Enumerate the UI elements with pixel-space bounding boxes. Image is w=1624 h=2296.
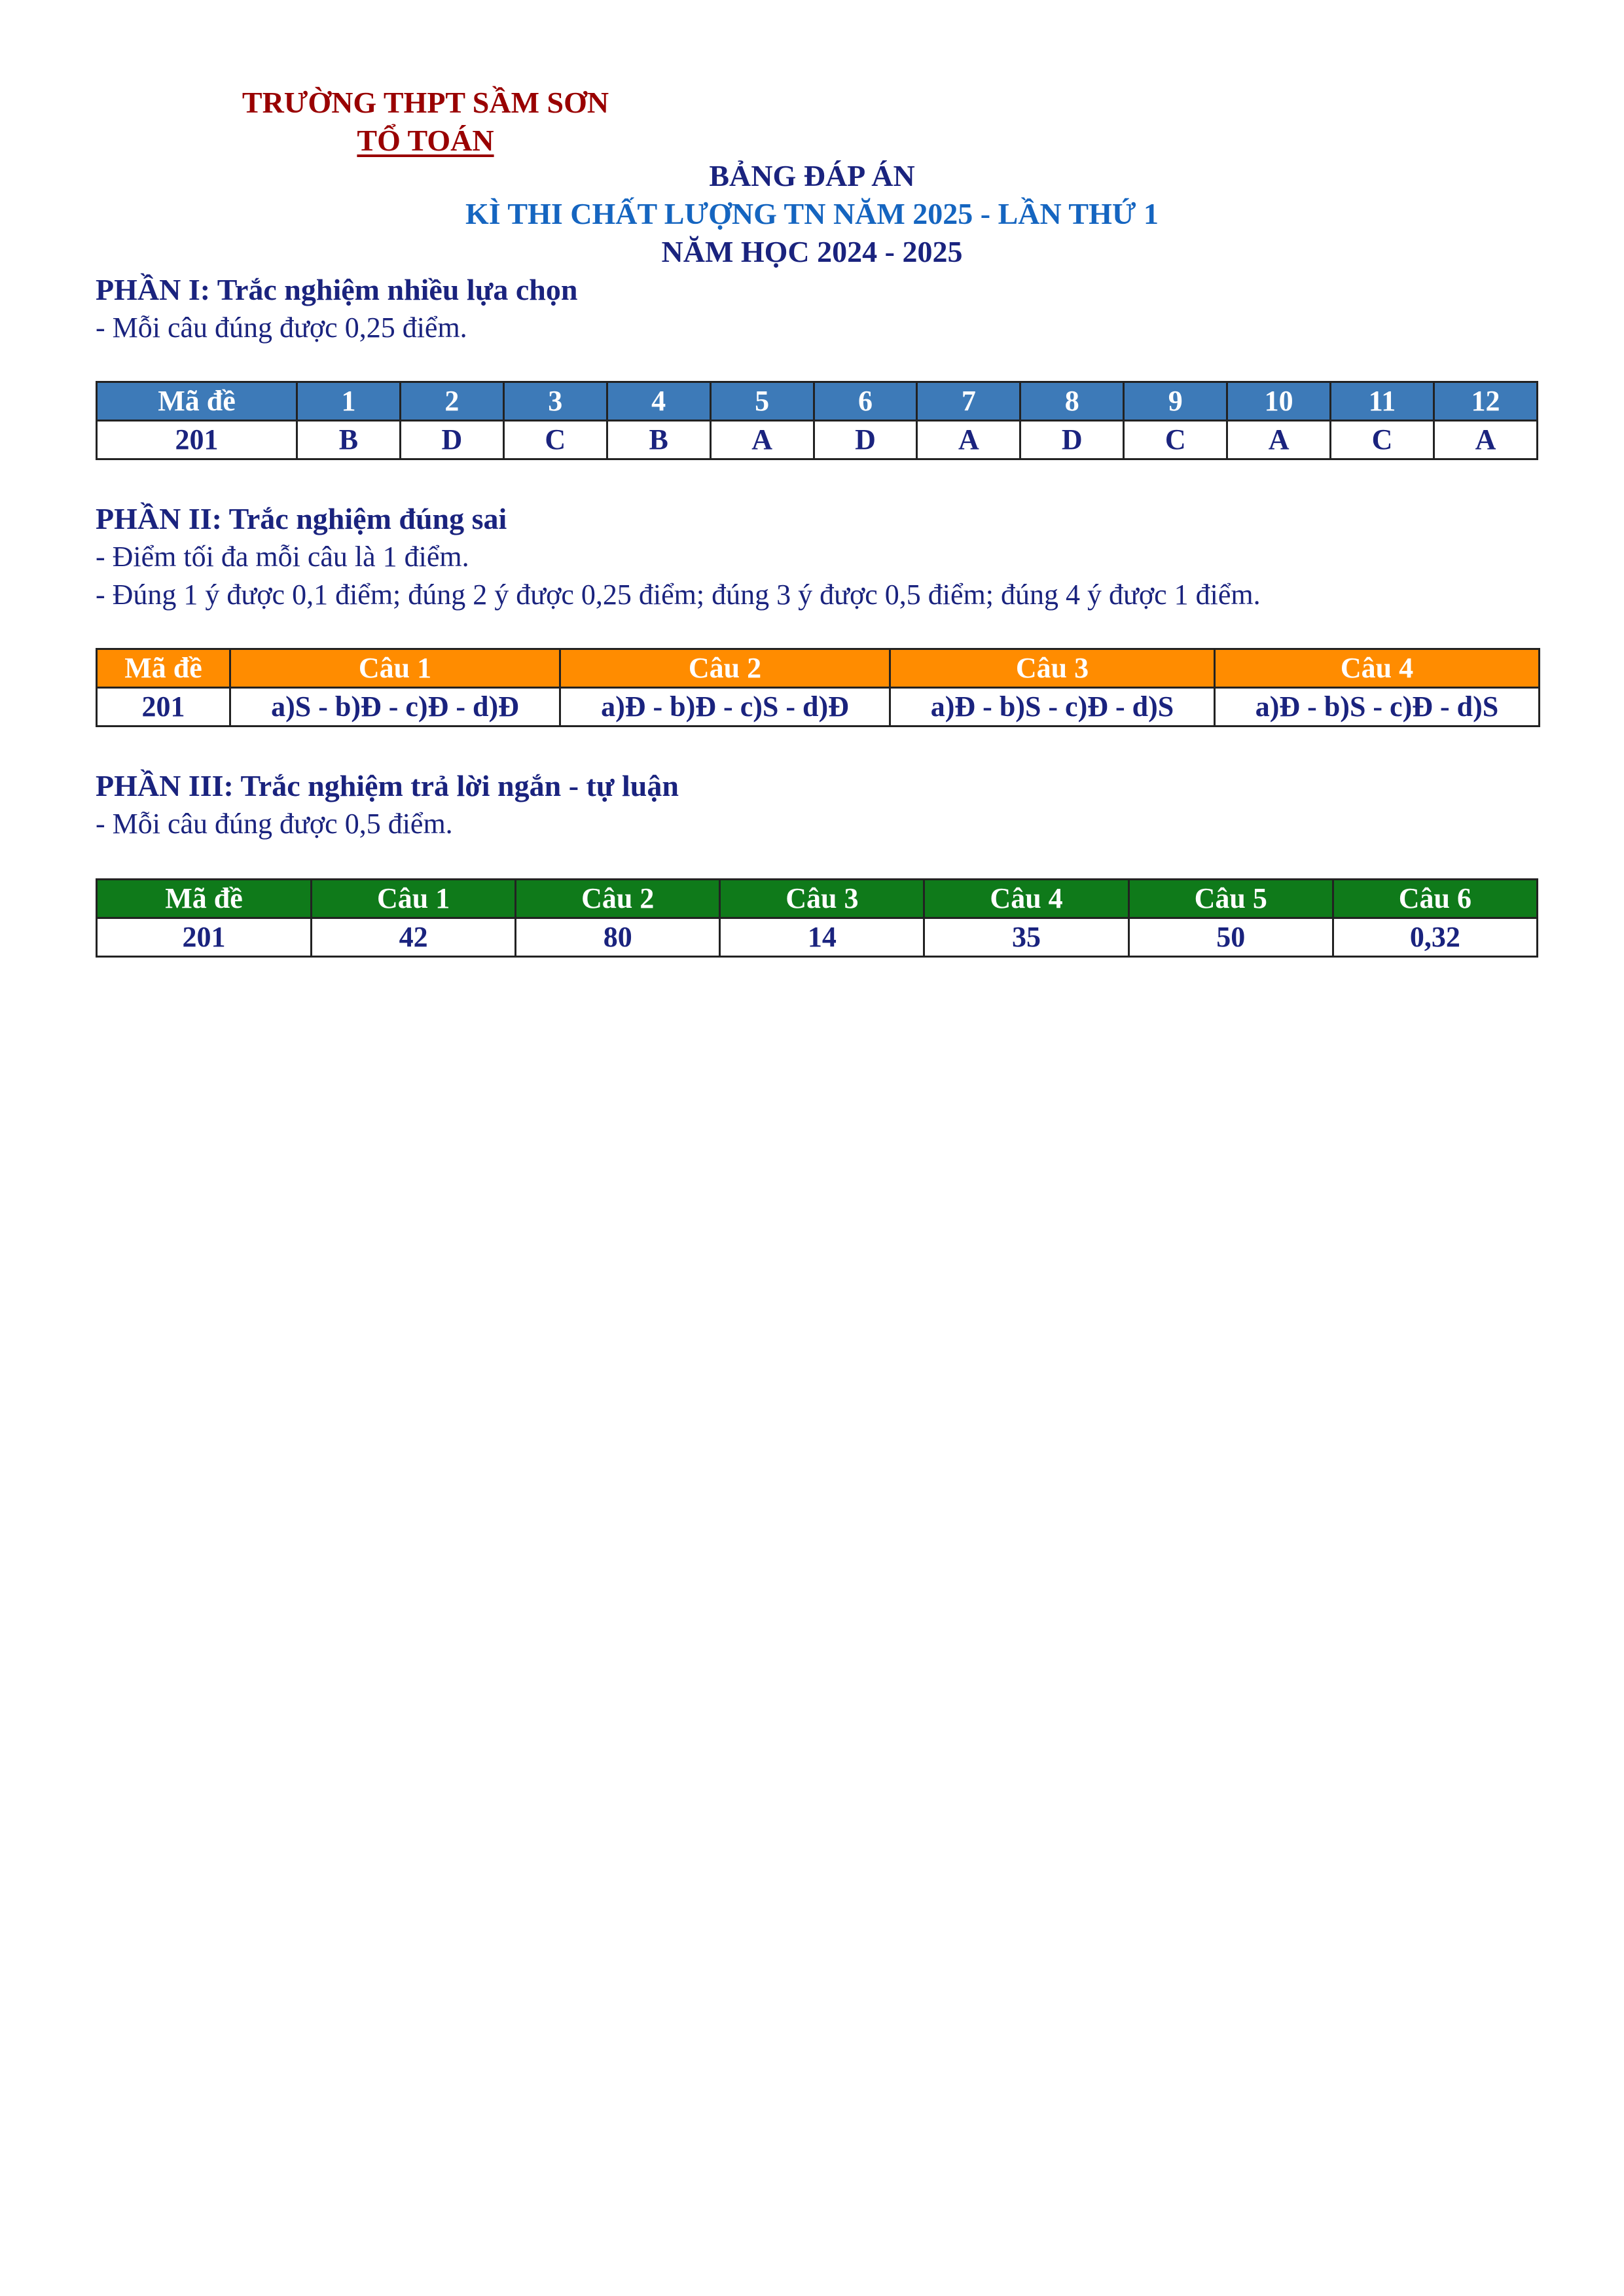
answer-cell: D (1020, 421, 1124, 459)
answer-cell: C (1124, 421, 1227, 459)
answer-cell: 0,32 (1333, 918, 1537, 957)
header-cell: Mã đề (97, 382, 297, 421)
part3-header-row (97, 880, 1538, 918)
school-year: NĂM HỌC 2024 - 2025 (661, 235, 963, 268)
part1-answer-table (96, 381, 1538, 460)
header-cell: Câu 5 (1128, 880, 1333, 918)
header-cell: 5 (710, 382, 814, 421)
answer-cell: B (297, 421, 401, 459)
header-cell: Câu 4 (1215, 649, 1540, 688)
header-cell: Câu 3 (720, 880, 924, 918)
part2-header-row (97, 649, 1540, 688)
part2-answer-row (97, 688, 1540, 726)
part2-answer-table (96, 648, 1540, 727)
header-cell: Câu 6 (1333, 880, 1537, 918)
header-cell: 9 (1124, 382, 1227, 421)
answer-cell: 35 (924, 918, 1128, 957)
answer-cell: a)Đ - b)S - c)Đ - d)S (890, 688, 1215, 726)
answer-cell: 201 (97, 421, 297, 459)
answer-cell: D (814, 421, 917, 459)
header-cell: Câu 1 (312, 880, 516, 918)
header-cell: 1 (297, 382, 401, 421)
header-cell: 12 (1434, 382, 1537, 421)
answer-cell: 42 (312, 918, 516, 957)
part1-header-row (97, 382, 1538, 421)
header-cell: 10 (1227, 382, 1331, 421)
header-cell: Mã đề (97, 649, 230, 688)
school-header (216, 84, 635, 160)
header-cell: 11 (1331, 382, 1434, 421)
answer-cell: 14 (720, 918, 924, 957)
part2-title: PHẦN II: Trắc nghiệm đúng sai (96, 502, 507, 535)
header-cell: Câu 2 (516, 880, 720, 918)
part3-note-1: - Mỗi câu đúng được 0,5 điểm. (96, 808, 453, 840)
header-cell: 2 (400, 382, 503, 421)
school-name: TRƯỜNG THPT SẦM SƠN (242, 86, 609, 119)
part2-note-1: - Điểm tối đa mỗi câu là 1 điểm. (96, 541, 469, 573)
header-cell: 3 (503, 382, 607, 421)
answer-cell: 201 (97, 918, 312, 957)
part3-answer-row (97, 918, 1538, 957)
answer-cell: A (1434, 421, 1537, 459)
part3-title: PHẦN III: Trắc nghiệm trả lời ngắn - tự luận (96, 769, 679, 802)
answer-cell: C (503, 421, 607, 459)
department-name: TỔ TOÁN (357, 124, 494, 157)
header-cell: 8 (1020, 382, 1124, 421)
answer-cell: A (917, 421, 1020, 459)
part1-note-1: - Mỗi câu đúng được 0,25 điểm. (96, 312, 467, 344)
answer-cell: 80 (516, 918, 720, 957)
part2-note-2: - Đúng 1 ý được 0,1 điểm; đúng 2 ý được 0,25 điểm; đúng 3 ý được 0,5 điểm; đúng 4 ý được 1 điểm. (96, 579, 1261, 611)
header-cell: 7 (917, 382, 1020, 421)
header-cell: Câu 2 (560, 649, 890, 688)
header-cell: Câu 4 (924, 880, 1128, 918)
answer-cell: C (1331, 421, 1434, 459)
answer-cell: D (400, 421, 503, 459)
answer-cell: A (710, 421, 814, 459)
answer-cell: a)S - b)Đ - c)Đ - d)Đ (230, 688, 560, 726)
answer-cell: B (607, 421, 710, 459)
header-cell: 6 (814, 382, 917, 421)
document-titles (0, 157, 1624, 271)
answer-cell: 50 (1128, 918, 1333, 957)
answer-cell: a)Đ - b)S - c)Đ - d)S (1215, 688, 1540, 726)
exam-subtitle: KÌ THI CHẤT LƯỢNG TN NĂM 2025 - LẦN THỨ 1 (465, 197, 1159, 230)
part1-title: PHẦN I: Trắc nghiệm nhiều lựa chọn (96, 273, 578, 306)
header-cell: Câu 3 (890, 649, 1215, 688)
header-cell: Mã đề (97, 880, 312, 918)
part3-answer-table (96, 878, 1538, 958)
answer-cell: A (1227, 421, 1331, 459)
answer-cell: 201 (97, 688, 230, 726)
header-cell: 4 (607, 382, 710, 421)
header-cell: Câu 1 (230, 649, 560, 688)
part1-answer-row (97, 421, 1538, 459)
document-title: BẢNG ĐÁP ÁN (709, 159, 915, 192)
answer-cell: a)Đ - b)Đ - c)S - d)Đ (560, 688, 890, 726)
